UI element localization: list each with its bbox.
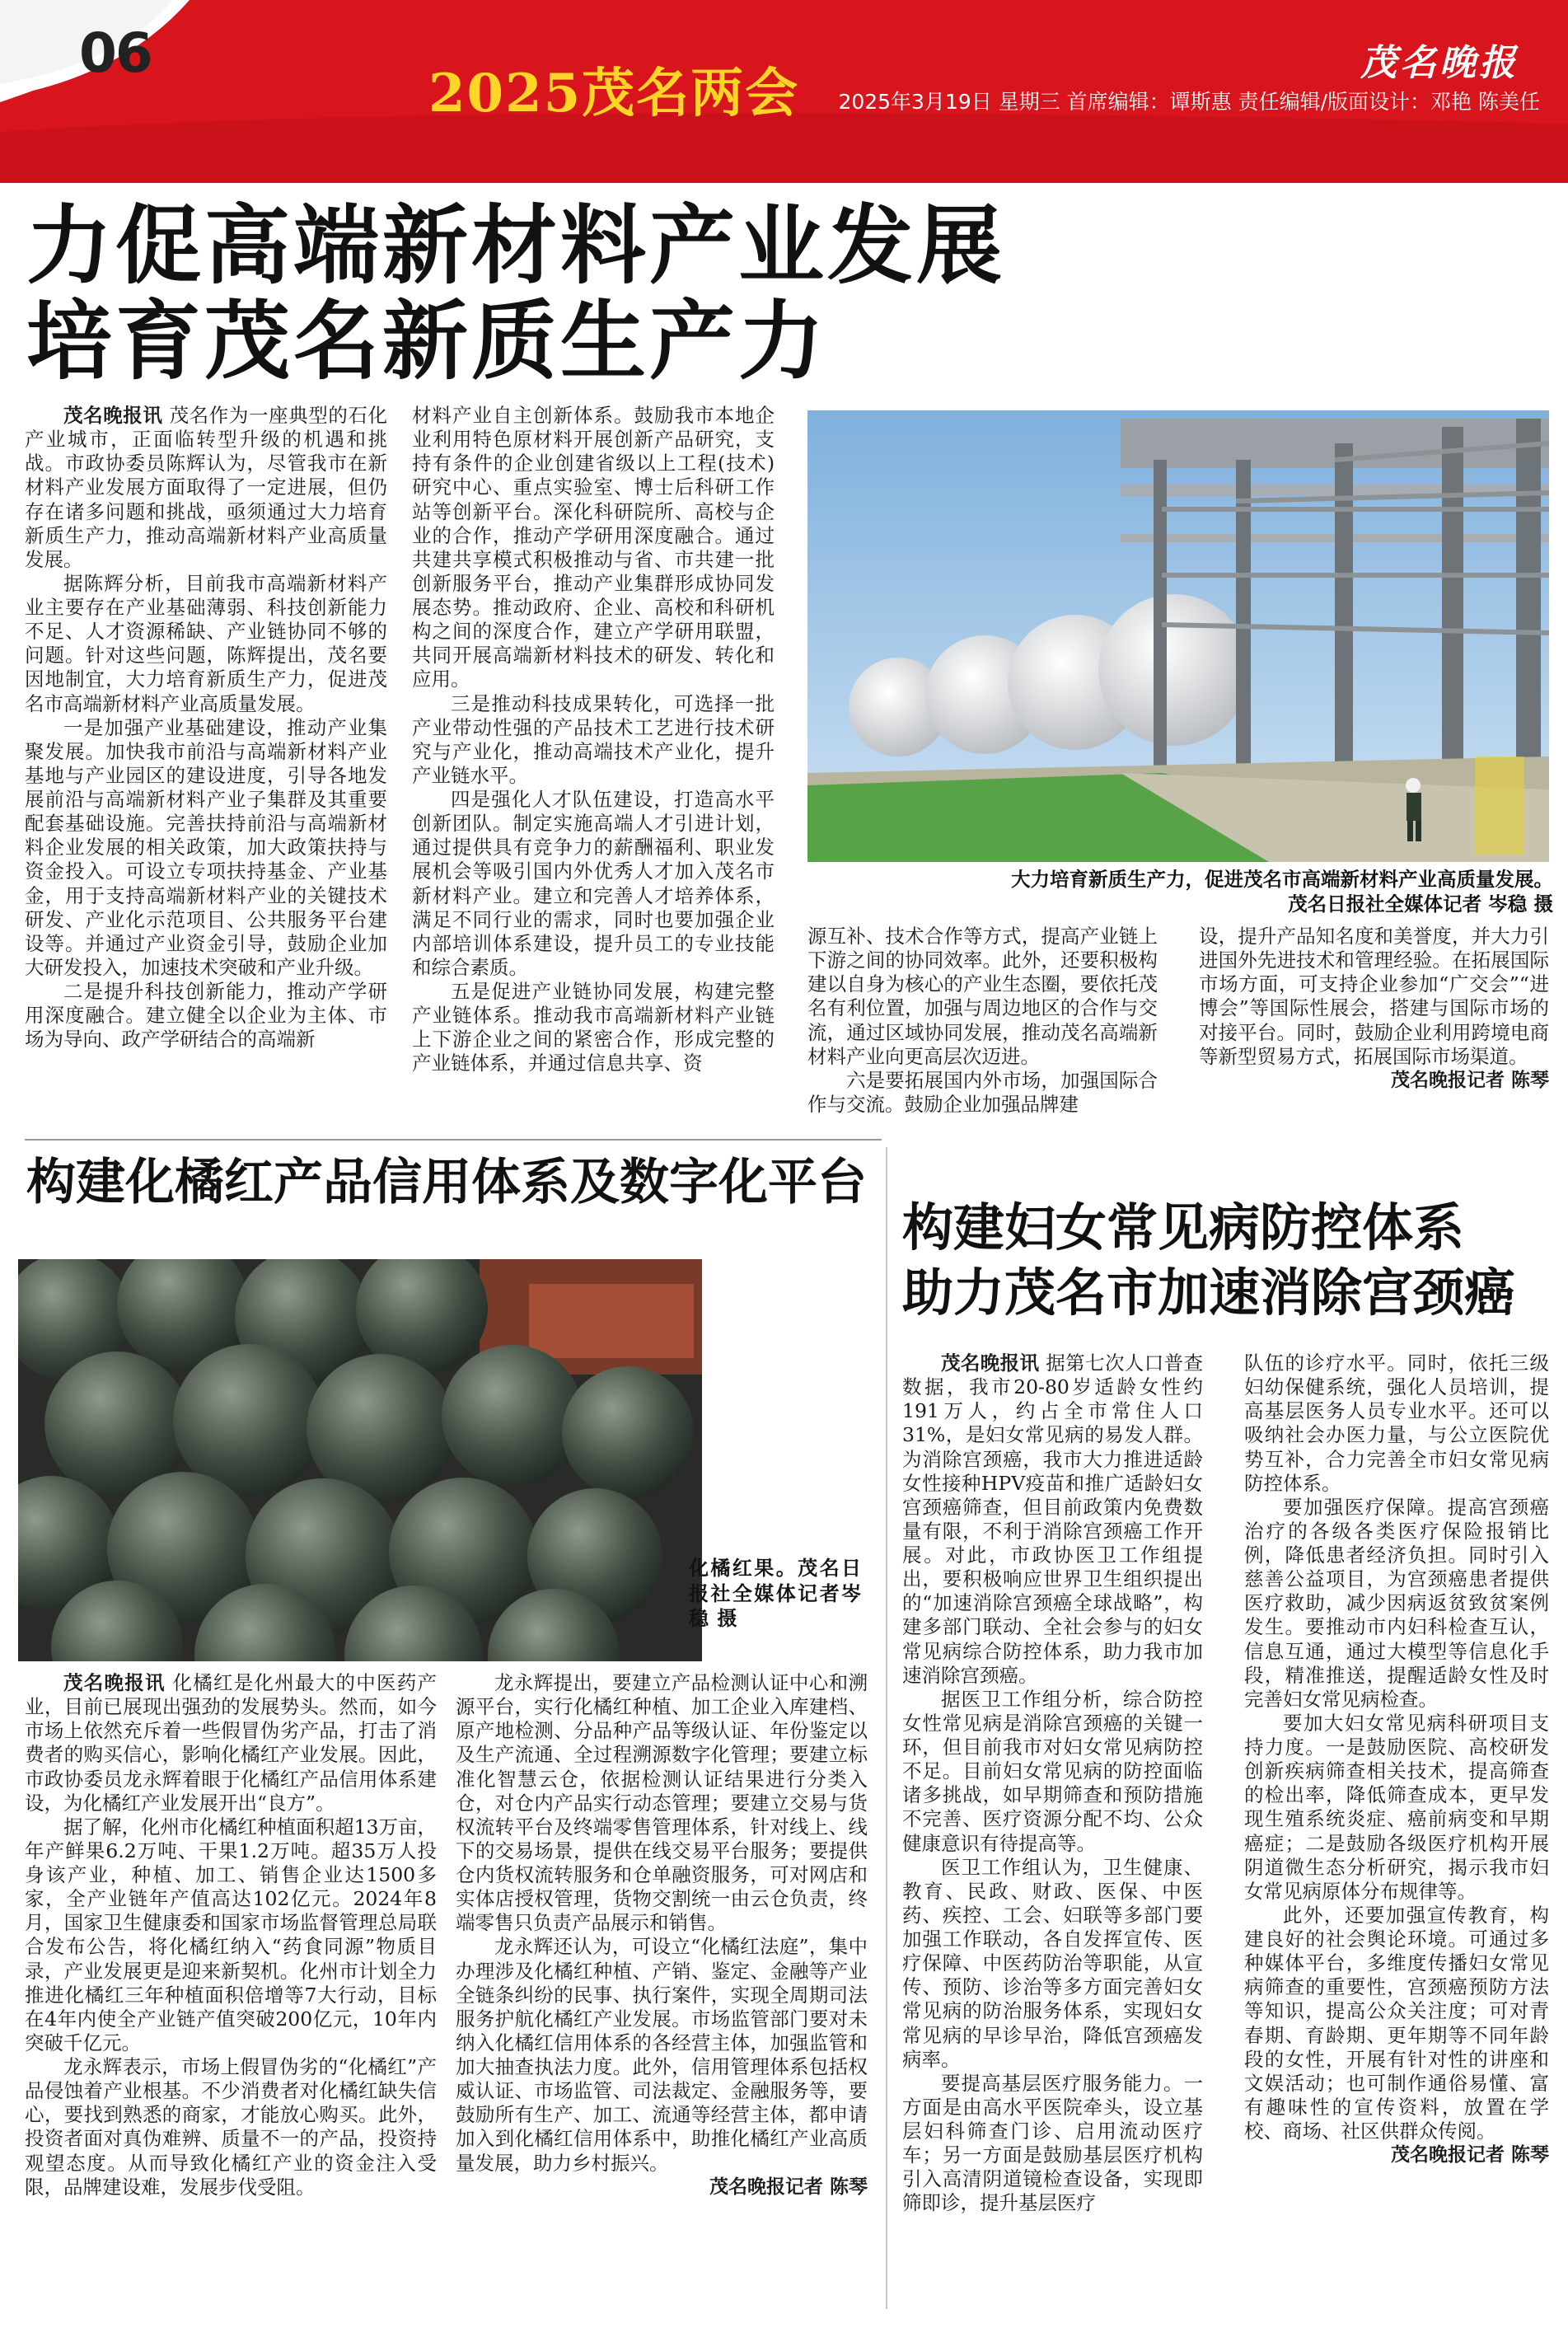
paragraph-text: 此外，还要加强宣传教育，构建良好的社会舆论环境。可通过多种媒体平台，多维度传播妇女常见病筛查的重要性，宫颈癌预防方法等知识，提高公众关注度；可对青春期、育龄期、更年期等不同年龄段的女性，开展有针对性的讲座和文娱活动；也可制作通俗易懂、富有趣味性的宣传资料，放置在学校、商场、社区供群众传阅。 xyxy=(1244,1903,1549,2143)
article1-headline-line1: 力促高端新材料产业发展 xyxy=(26,195,1006,296)
paragraph xyxy=(1199,925,1549,1069)
reporter-byline: 茂名晚报记者 陈琴 xyxy=(709,2176,868,2198)
paragraph-text: 要加强医疗保障。提高宫颈癌治疗的各级各类医疗保险报销比例，降低患者经济负担。同时引入慈善公益项目，为宫颈癌患者提供医疗救助，减少因病返贫致贫案例发生。要推动市内妇科检查互认，信息互通，通过大模型等信息化手段，精准推送，提醒适龄女性及时完善妇女常见病检查。 xyxy=(1244,1495,1549,1711)
section-title: 2025茂名两会 xyxy=(428,63,800,124)
dateline: 2025年3月19日 星期三 首席编辑：谭斯惠 责任编辑/版面设计：邓艳 陈美任 xyxy=(838,90,1540,114)
paragraph-text: 要提高基层医疗服务能力。一方面是由高水平医院牵头，设立基层妇科筛查门诊、启用流动医疗车；另一方面是鼓励基层医疗机构引入高清阴道镜检查设备，实现即筛即诊，提升基层医疗 xyxy=(902,2071,1203,2215)
article1-headline xyxy=(26,195,1006,392)
refinery-photo-caption-line1: 大力培育新质生产力，促进茂名市高端新材料产业高质量发展。 xyxy=(1011,868,1553,891)
paragraph xyxy=(902,1856,1203,2072)
article1-column-4 xyxy=(1199,925,1549,1131)
paragraph-text: 五是促进产业链协同发展，构建完整产业链体系。推动我市高端新材料产业链上下游企业之间的紧密合作，形成完整的产业链体系，并通过信息共享、资 xyxy=(412,980,775,1075)
paragraph xyxy=(25,404,387,572)
paragraph-text: 队伍的诊疗水平。同时，依托三级妇幼保健系统，强化人员培训，提高基层医务人员专业水平。还可以吸纳社会办医力量，与公立医院优势互补，合力完善全市妇女常见病防控体系。 xyxy=(1244,1351,1549,1495)
vertical-divider xyxy=(886,1147,887,2309)
paragraph-text: 三是推动科技成果转化，可选择一批产业带动性强的产品技术工艺进行技术研究与产业化，推动高端技术产业化，提升产业链水平。 xyxy=(412,691,775,787)
paragraph xyxy=(25,2055,437,2199)
paragraph xyxy=(1244,1496,1549,1712)
paragraph xyxy=(456,1935,868,2175)
paragraph xyxy=(1244,1712,1549,1904)
article1-column-2 xyxy=(412,404,775,1121)
paragraph xyxy=(25,1815,437,2055)
paragraph-text: 设，提升产品知名度和美誉度，并大力引进国外先进技术和管理经验。在拓展国际市场方面，可支持企业参加“广交会”“进博会”等国际性展会，搭建与国际市场的对接平台。同时，鼓励企业利用跨境电商等新型贸易方式，拓展国际市场渠道。 xyxy=(1199,925,1549,1068)
article2-column-2 xyxy=(456,1671,868,2306)
paragraph-text: 要加大妇女常见病科研项目支持力度。一是鼓励医院、高校研发创新疾病筛查相关技术，提高筛查的检出率，降低筛查成本，更早发现生殖系统炎症、癌前病变和早期癌症；二是鼓励各级医疗机构开展阴道微生态分析研究，揭示我市妇女常见病原体分布规律等。 xyxy=(1244,1711,1549,1903)
paragraph xyxy=(1244,1904,1549,2143)
paper-name-logo: 茂名晚报 xyxy=(1360,42,1519,84)
paragraph-text: 龙永辉还认为，可设立“化橘红法庭”，集中办理涉及化橘红种植、产销、鉴定、金融等产业全链条纠纷的民事、执行案件，实现全周期司法服务护航化橘红产业发展。市场监管部门要对未纳入化橘红信用体系的各经营主体，加强监管和加大抽查执法力度。此外，信用管理体系包括权威认证、市场监管、司法裁定、金融服务等，要鼓励所有生产、加工、流通等经营主体，都申请加入到化橘红信用体系中，助推化橘红产业高质量发展，助力乡村振兴。 xyxy=(456,1935,868,2175)
paragraph-text: 据第七次人口普查数据，我市20-80岁适龄女性约191万人，约占全市常住人口31%，是妇女常见病的易发人群。为消除宫颈癌，我市大力推进适龄女性接种HPV疫苗和推广适龄妇女宫颈癌筛查，但目前政策内免费数量有限，不利于消除宫颈癌工作开展。对此，市政协医卫工作组提出，要积极响应世界卫生组织提出的“加速消除宫颈癌全球战略”，构建多部门联动、全社会参与的妇女常见病综合防控体系，助力我市加速消除宫颈癌。 xyxy=(902,1351,1203,1687)
paragraph xyxy=(807,925,1158,1069)
divider-rule xyxy=(25,1139,882,1141)
dateline-lead: 茂名晚报讯 xyxy=(63,404,163,427)
article3-headline-line1: 构建妇女常见病防控体系 xyxy=(902,1197,1465,1258)
paragraph-text: 医卫工作组认为，卫生健康、教育、民政、财政、医保、中医药、疾控、工会、妇联等多部门要加强工作联动，各自发挥宣传、医疗保障、中医药防治等职能，从宣传、预防、诊治等多方面完善妇女常见病的防治服务体系，实现妇女常见病的早诊早治，降低宫颈癌发病率。 xyxy=(902,1855,1203,2071)
dateline-lead: 茂名晚报讯 xyxy=(63,1671,166,1694)
paragraph xyxy=(902,2072,1203,2216)
refinery-photo-credit: 茂名日报社全媒体记者 岑稳 摄 xyxy=(1288,892,1553,916)
paragraph-text: 龙永辉表示，市场上假冒伪劣的“化橘红”产品侵蚀着产业根基。不少消费者对化橘红缺失信心，要找到熟悉的商家，才能放心购买。此外，投资者面对真伪难辨、质量不一的产品，投资持观望态度。从而导致化橘红产业的资金注入受限，品牌建设难，发展步伐受阻。 xyxy=(25,2055,437,2199)
paragraph-text: 茂名作为一座典型的石化产业城市，正面临转型升级的机遇和挑战。市政协委员陈辉认为，尽管我市在新材料产业发展方面取得了一定进展，但仍存在诸多问题和挑战，亟须通过大力培育新质生产力，推动高端新材料产业高质量发展。 xyxy=(25,404,388,571)
paragraph xyxy=(902,1688,1203,1856)
article2-headline: 构建化橘红产品信用体系及数字化平台 xyxy=(26,1154,867,1211)
dateline-lead: 茂名晚报讯 xyxy=(941,1351,1040,1375)
paragraph xyxy=(1244,1351,1549,1496)
paragraph-text: 六是要拓展国内外市场，加强国际合作与交流。鼓励企业加强品牌建 xyxy=(807,1068,1158,1116)
paragraph xyxy=(25,716,387,980)
paragraph xyxy=(412,692,775,789)
article3-column-2 xyxy=(1244,1351,1549,2307)
paragraph-text: 据陈辉分析，目前我市高端新材料产业主要存在产业基础薄弱、科技创新能力不足、人才资源稀缺、产业链协同不够的问题。针对这些问题，陈辉提出，茂名要因地制宜，大力培育新质生产力，促进茂名市高端新材料产业高质量发展。 xyxy=(25,571,387,715)
paragraph-text: 四是强化人才队伍建设，打造高水平创新团队。制定实施高端人才引进计划，通过提供具有竞争力的薪酬福利、职业发展机会等吸引国内外优秀人才加入茂名市新材料产业。建立和完善人才培养体系，满足不同行业的需求，同时也要加强企业内部培训体系建设，提升员工的专业技能和综合素质。 xyxy=(412,788,775,979)
page-header xyxy=(0,0,1568,183)
article3-headline-line2: 助力茂名市加速消除宫颈癌 xyxy=(902,1262,1516,1323)
article3-headline xyxy=(902,1195,1515,1326)
paragraph xyxy=(412,980,775,1076)
citrus-photo-caption: 化橘红果。茂名日报社全媒体记者岑稳 摄 xyxy=(689,1557,862,1631)
paragraph-text: 二是提升科技创新能力，推动产学研用深度融合。建立健全以企业为主体、市场为导向、政产学研结合的高端新 xyxy=(25,980,387,1052)
paragraph-text: 化橘红是化州最大的中医药产业，目前已展现出强劲的发展势头。然而，如今市场上依然充斥着一些假冒伪劣产品，打击了消费者的购买信心，影响化橘红产业发展。因此，市政协委员龙永辉着眼于化橘红产品信用体系建设，为化橘红产业发展开出“良方”。 xyxy=(25,1671,438,1815)
paragraph-text: 源互补、技术合作等方式，提高产业链上下游之间的协同效率。此外，还要积极构建以自身为核心的产业生态圈，要依托茂名有利位置，加强与周边地区的合作与交流，通过区域协同发展，推动茂名高端新材料产业向更高层次迈进。 xyxy=(807,925,1158,1068)
paragraph xyxy=(412,788,775,980)
refinery-photo-caption xyxy=(939,867,1553,916)
article1-column-1 xyxy=(25,404,387,1121)
article2-column-1 xyxy=(25,1671,437,2306)
paragraph-text: 据了解，化州市化橘红种植面积超13万亩，年产鲜果6.2万吨、干果1.2万吨。超35万人投身该产业，种植、加工、销售企业达1500多家，全产业链年产值高达102亿元。2024年8月，国家卫生健康委和国家市场监督管理总局联合发布公告，将化橘红纳入“药食同源”物质目录，产业发展更是迎来新契机。化州市计划全力推进化橘红三年种植面积倍增等7大行动，目标在4年内使全产业链产值突破200亿元，10年内突破千亿元。 xyxy=(25,1815,437,2054)
paragraph-text: 龙永辉提出，要建立产品检测认证中心和溯源平台，实行化橘红种植、加工企业入库建档、原产地检测、分品种产品等级认证、年份鉴定以及生产流通、全过程溯源数字化管理；要建立标准化智慧云仓，依据检测认证结果进行分类入仓，对仓内产品实行动态管理；要建立交易与货权流转平台及终端零售管理体系，针对线上、线下的交易场景，提供在线交易平台服务；要提供仓内货权流转服务和仓单融资服务，可对网店和实体店授权管理，货物交割统一由云仓负责，终端零售只负责产品展示和销售。 xyxy=(456,1671,868,1935)
article3-column-1 xyxy=(902,1351,1203,2307)
page-number: 06 xyxy=(79,21,152,85)
reporter-byline: 茂名晚报记者 陈琴 xyxy=(1390,2144,1549,2166)
paragraph xyxy=(412,404,775,692)
paragraph xyxy=(25,572,387,716)
refinery-photo xyxy=(807,410,1549,862)
citrus-fruit-photo xyxy=(18,1259,709,1661)
article1-column-3 xyxy=(807,925,1158,1131)
paragraph xyxy=(456,1671,868,1935)
paragraph xyxy=(25,1671,437,1815)
paragraph-text: 一是加强产业基础建设，推动产业集聚发展。加快我市前沿与高端新材料产业基地与产业园区的建设进度，引导各地发展前沿与高端新材料产业子集群及其重要配套基础设施。完善扶持前沿与高端新材料企业发展的相关政策，加大政策扶持与资金投入。可设立专项扶持基金、产业基金，用于支持高端新材料产业的关键技术研发、产业化示范项目、公共服务平台建设等。并通过产业资金引导，鼓励企业加大研发投入，加速技术突破和产业升级。 xyxy=(25,715,387,979)
paragraph xyxy=(902,1351,1203,1688)
paragraph-text: 据医卫工作组分析，综合防控女性常见病是消除宫颈癌的关键一环，但目前我市对妇女常见病防控不足。目前妇女常见病的防控面临诸多挑战，如早期筛查和预防措施不完善、医疗资源分配不均、公众健康意识有待提高等。 xyxy=(902,1687,1203,1855)
paragraph xyxy=(25,980,387,1052)
reporter-byline: 茂名晚报记者 陈琴 xyxy=(1390,1069,1549,1091)
article1-headline-line2: 培育茂名新质生产力 xyxy=(26,291,828,392)
paragraph xyxy=(807,1069,1158,1117)
paragraph-text: 材料产业自主创新体系。鼓励我市本地企业利用特色原材料开展创新产品研究，支持有条件的企业创建省级以上工程(技术)研究中心、重点实验室、博士后科研工作站等创新平台。深化科研院所、高校与企业的合作，推动产学研用深度融合。通过共建共享模式积极推动与省、市共建一批创新服务平台，推动产业集群形成协同发展态势。推动政府、企业、高校和科研机构之间的深度合作，建立产学研用联盟，共同开展高端新材料技术的研发、转化和应用。 xyxy=(412,404,775,691)
